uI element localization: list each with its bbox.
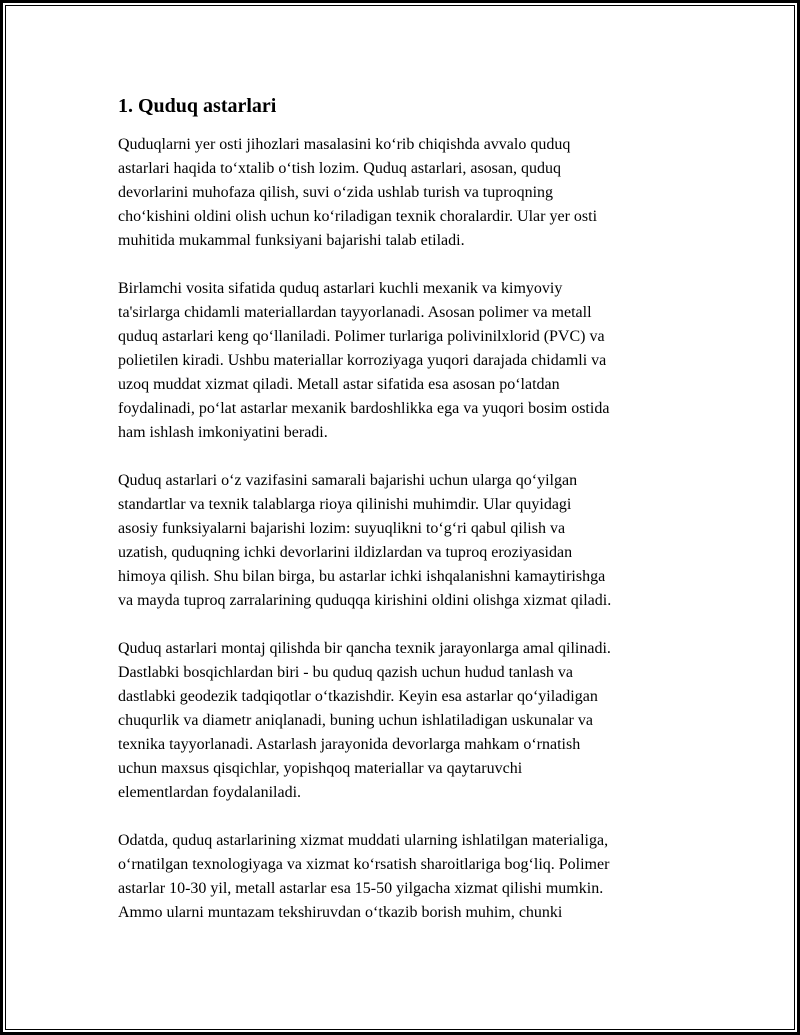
text-line: quduq astarlari keng qo‘llaniladi. Polimer turlariga polivinilxlorid (PVC) va bbox=[118, 328, 605, 345]
text-line: Ammo ularni muntazam tekshiruvdan o‘tkazib borish muhim, chunki bbox=[118, 904, 563, 921]
text-line: cho‘kishini oldini olish uchun ko‘riladigan texnik choralardir. Ular yer osti bbox=[118, 208, 598, 225]
paragraph-1 bbox=[118, 133, 688, 253]
text-line: Quduqlarni yer osti jihozlari masalasini ko‘rib chiqishda avvalo quduq bbox=[118, 136, 571, 153]
text-line: dastlabki geodezik tadqiqotlar o‘tkazishdir. Keyin esa astarlar qo‘yiladigan bbox=[118, 688, 598, 705]
text-line: Odatda, quduq astarlarining xizmat muddati ularning ishlatilgan materialiga, bbox=[118, 832, 609, 849]
text-line: uzoq muddat xizmat qiladi. Metall astar sifatida esa asosan po‘latdan bbox=[118, 376, 560, 393]
paragraph-3 bbox=[118, 469, 688, 613]
paragraph-5 bbox=[118, 829, 688, 925]
text-line: o‘rnatilgan texnologiyaga va xizmat ko‘rsatish sharoitlariga bog‘liq. Polimer bbox=[118, 856, 610, 873]
text-line: astarlari haqida to‘xtalib o‘tish lozim. Quduq astarlari, asosan, quduq bbox=[118, 160, 561, 177]
text-line: Quduq astarlari o‘z vazifasini samarali bajarishi uchun ularga qo‘yilgan bbox=[118, 472, 578, 489]
section-heading: 1. Quduq astarlari bbox=[118, 95, 277, 117]
document-body bbox=[118, 93, 688, 949]
text-line: Dastlabki bosqichlardan biri - bu quduq qazish uchun hudud tanlash va bbox=[118, 664, 574, 681]
text-line: polietilen kiradi. Ushbu materiallar korroziyaga yuqori darajada chidamli va bbox=[118, 352, 607, 369]
text-line: foydalinadi, po‘lat astarlar mexanik bardoshlikka ega va yuqori bosim ostida bbox=[118, 400, 610, 417]
text-line: uzatish, quduqning ichki devorlarini ildizlardan va tuproq eroziyasidan bbox=[118, 544, 573, 561]
text-line: asosiy funksiyalarni bajarishi lozim: suyuqlikni to‘g‘ri qabul qilish va bbox=[118, 520, 566, 537]
text-line: chuqurlik va diametr aniqlanadi, buning uchun ishlatiladigan uskunalar va bbox=[118, 712, 593, 729]
text-line: va mayda tuproq zarralarining quduqqa kirishini oldini olishga xizmat qiladi. bbox=[118, 592, 612, 609]
paragraph-4 bbox=[118, 637, 688, 805]
text-line: Birlamchi vosita sifatida quduq astarlari kuchli mexanik va kimyoviy bbox=[118, 280, 563, 297]
text-line: ta'sirlarga chidamli materiallardan tayyorlanadi. Asosan polimer va metall bbox=[118, 304, 592, 321]
text-line: devorlarini muhofaza qilish, suvi o‘zida ushlab turish va tuproqning bbox=[118, 184, 554, 201]
text-line: texnika tayyorlanadi. Astarlash jarayonida devorlarga mahkam o‘rnatish bbox=[118, 736, 581, 753]
text-line: uchun maxsus qisqichlar, yopishqoq materiallar va qaytaruvchi bbox=[118, 760, 523, 777]
text-line: himoya qilish. Shu bilan birga, bu astarlar ichki ishqalanishni kamaytirishga bbox=[118, 568, 606, 585]
text-line: ham ishlash imkoniyatini beradi. bbox=[118, 424, 328, 441]
text-line: elementlardan foydalaniladi. bbox=[118, 784, 302, 801]
text-line: astarlar 10-30 yil, metall astarlar esa 15-50 yilgacha xizmat qilishi mumkin. bbox=[118, 880, 604, 897]
text-line: standartlar va texnik talablarga rioya qilinishi muhimdir. Ular quyidagi bbox=[118, 496, 572, 513]
text-line: muhitida mukammal funksiyani bajarishi talab etiladi. bbox=[118, 232, 465, 249]
paragraph-2 bbox=[118, 277, 688, 445]
text-line: Quduq astarlari montaj qilishda bir qancha texnik jarayonlarga amal qilinadi. bbox=[118, 640, 611, 657]
